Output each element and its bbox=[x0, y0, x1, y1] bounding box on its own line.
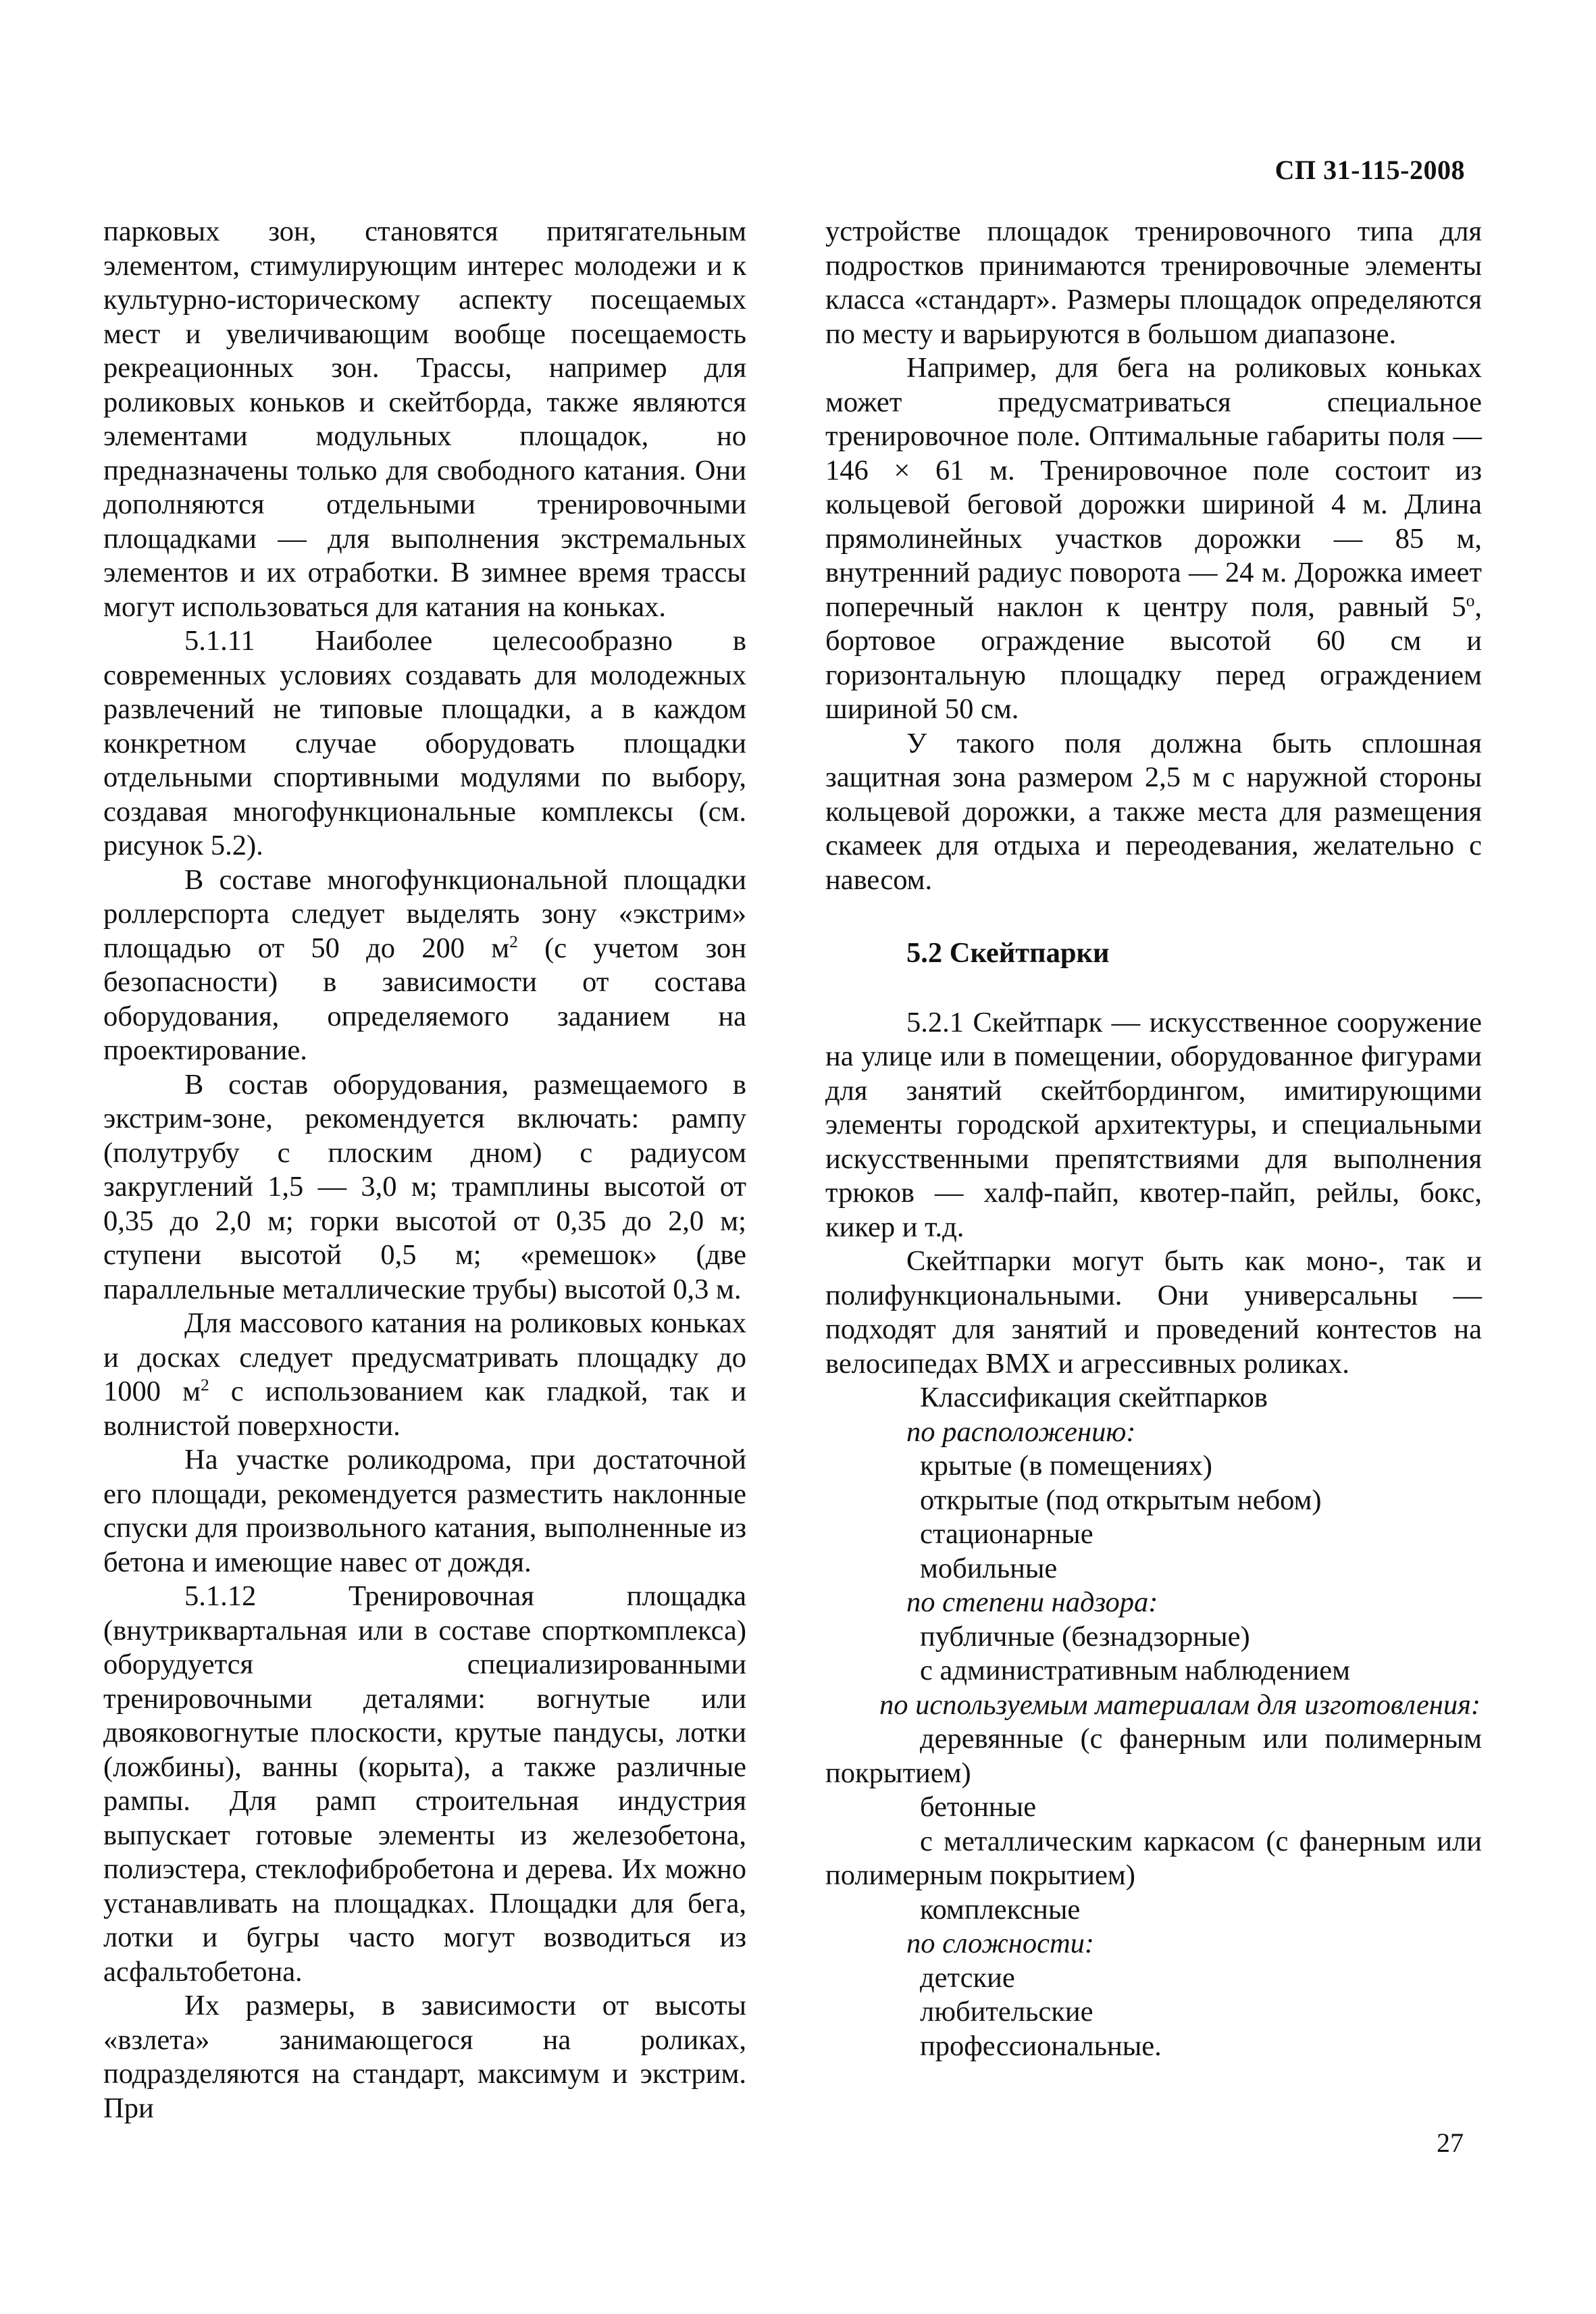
list-item: профессиональные. bbox=[920, 2030, 1162, 2062]
list-item: любительские bbox=[920, 1996, 1093, 2028]
page-number: 27 bbox=[1437, 2128, 1464, 2158]
list-item: деревянные (с фанерным или полимерным покрытием) bbox=[825, 1723, 1482, 1789]
classification-title: Классификация скейтпарков bbox=[920, 1382, 1268, 1413]
paragraph: Их размеры, в зависимости от высоты «взлета» занимающегося на роликах, подразделяются на стандарт, максимум и экстрим. При bbox=[103, 1990, 746, 2124]
classification-category: по сложности: bbox=[906, 1928, 1095, 1959]
paragraph: 5.1.12 Тренировочная площадка (внутриквартальная или в составе спорткомплекса) оборудуется специализированными тренировочными деталями: вогнутые или двояковогнутые плоскости, крутые пандусы, лотки (ложбины), ванны (корыта), а также различные рампы. Для рамп строительная индустрия выпускает готовые элементы из железобетона, полиэстера, стеклофибробетона и дерева. Их можно устанавливать на площадках. Площадки для бега, лотки и бугры часто могут возводиться из асфальтобетона. bbox=[103, 1580, 746, 1988]
list-item: комплексные bbox=[920, 1893, 1081, 1926]
list-item: мобильные bbox=[920, 1552, 1058, 1584]
classification-category: по степени надзора: bbox=[906, 1586, 1158, 1618]
paragraph: В составе многофункциональной площадки роллерспорта следует выделять зону «экстрим» площадью от 50 до 200 $м^2$ (с учетом зон безопасности) в зависимости от состава оборудования, определяемого заданием на проектирование. bbox=[103, 863, 746, 1066]
list-item: стационарные bbox=[920, 1518, 1093, 1550]
paragraph: На участке роликодрома, при достаточной его площади, рекомендуется разместить наклонные спуски для произвольного катания, выполненные из бетона и имеющие навес от дождя. bbox=[103, 1444, 746, 1578]
paragraph: Например, для бега на роликовых коньках может предусматриваться специальное тренировочное поле. Оптимальные габариты поля — 146 × 61 м. Тренировочное поле состоит из кольцевой беговой дорожки шириной 4 м. Длина прямолинейных участков дорожки — 85 м, внутренний радиус поворота — 24 м. Дорожка имеет поперечный наклон к центру поля, равный 5$^o$, бортовое ограждение высотой 60 см и горизонтальную площадку перед ограждением шириной 50 см. bbox=[825, 352, 1482, 725]
paragraph: устройстве площадок тренировочного типа для подростков принимаются тренировочные элементы класса «стандарт». Размеры площадок определяются по месту и варьируются в большом диапазоне. bbox=[825, 216, 1482, 350]
section-heading: 5.2 Скейтпарки bbox=[906, 937, 1110, 969]
list-item: бетонные bbox=[920, 1791, 1037, 1823]
classification-category: по расположению: bbox=[906, 1415, 1136, 1448]
classification-category: по используемым материалам для изготовления: bbox=[879, 1688, 1481, 1721]
paragraph: 5.2.1 Скейтпарк — искусственное сооружение на улице или в помещении, оборудованное фигурами для занятий скейтбордингом, имитирующими элементы городской архитектуры, и специальными искусственными препятствиями для выполнения трюков — халф-пайп, квотер-пайп, рейлы, бокс, кикер и т.д. bbox=[825, 1006, 1482, 1243]
list-item: публичные (безнадзорные) bbox=[920, 1620, 1250, 1653]
list-item: с административным наблюдением bbox=[920, 1655, 1350, 1686]
list-item: детские bbox=[920, 1961, 1015, 1994]
list-item: крытые (в помещениях) bbox=[920, 1450, 1212, 1482]
list-item: открытые (под открытым небом) bbox=[920, 1484, 1322, 1516]
left-column bbox=[103, 215, 746, 2126]
paragraph: 5.1.11 Наиболее целесообразно в современных условиях создавать для молодежных развлечений не типовые площадки, а в каждом конкретном случае оборудовать площадки отдельными спортивными модулями по выбору, создавая многофункциональные комплексы (см. рисунок 5.2). bbox=[103, 625, 746, 861]
right-column bbox=[825, 215, 1482, 2063]
paragraph: парковых зон, становятся притягательным элементом, стимулирующим интерес молодежи и к культурно-историческому аспекту посещаемых мест и увеличивающим вообще посещаемость рекреационных зон. Трассы, например для роликовых коньков и скейтборда, также являются элементами модульных площадок, но предназначены только для свободного катания. Они дополняются отдельными тренировочными площадками — для выполнения экстремальных элементов и их отработки. В зимнее время трассы могут использоваться для катания на коньках. bbox=[103, 216, 746, 623]
document-code: СП 31-115-2008 bbox=[1275, 155, 1465, 185]
paragraph: У такого поля должна быть сплошная защитная зона размером 2,5 м с наружной стороны кольцевой дорожки, а также места для размещения скамеек для отдыха и переодевания, желательно с навесом. bbox=[825, 727, 1482, 896]
paragraph: Скейтпарки могут быть как моно-, так и полифункциональными. Они универсальны — подходят для занятий и проведений контестов на велосипедах ВМХ и агрессивных роликах. bbox=[825, 1245, 1482, 1380]
paragraph: Для массового катания на роликовых коньках и досках следует предусматривать площадку до 1000 $м^2$ с использованием как гладкой, так и волнистой поверхности. bbox=[103, 1307, 746, 1442]
paragraph: В состав оборудования, размещаемого в экстрим-зоне, рекомендуется включать: рампу (полутрубу с плоским дном) с радиусом закруглений 1,5 — 3,0 м; трамплины высотой от 0,35 до 2,0 м; горки высотой от 0,35 до 2,0 м; ступени высотой 0,5 м; «ремешок» (две параллельные металлические трубы) высотой 0,3 м. bbox=[103, 1068, 746, 1305]
list-item: с металлическим каркасом (с фанерным или полимерным покрытием) bbox=[825, 1825, 1482, 1891]
